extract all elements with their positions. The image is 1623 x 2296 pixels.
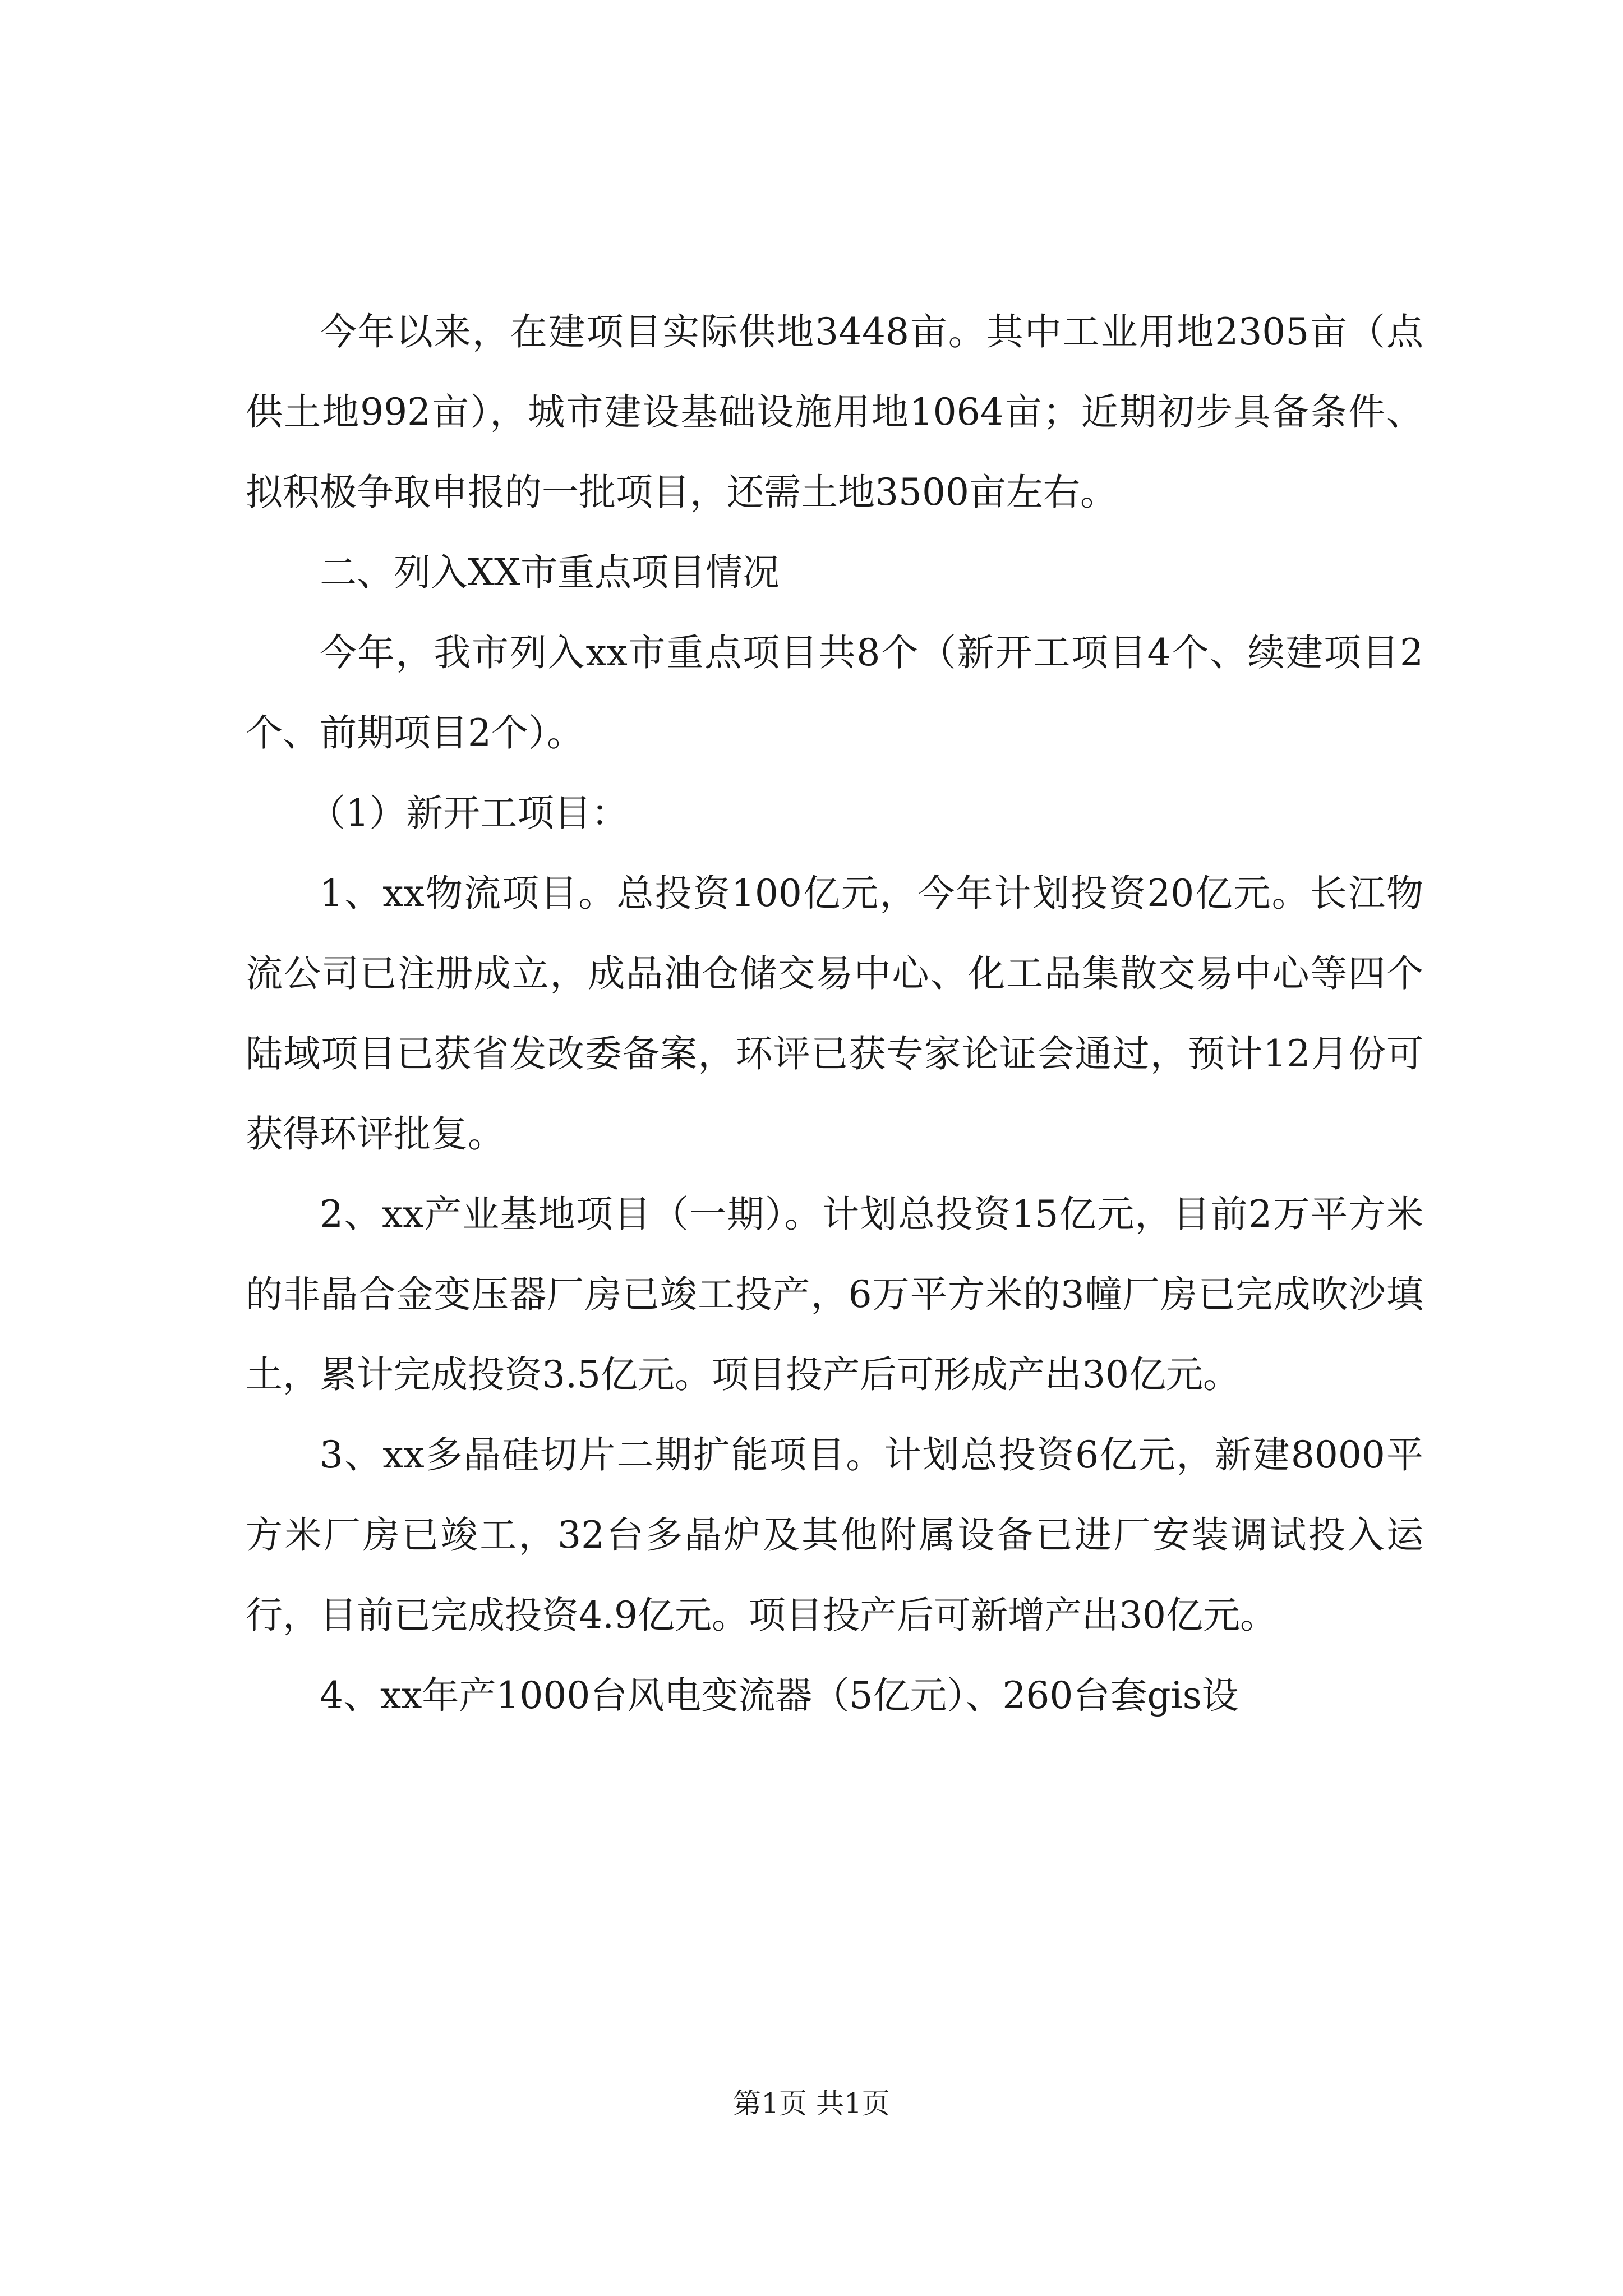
document-body <box>246 292 1423 1736</box>
paragraph-key-projects-summary: 今年，我市列入xx市重点项目共8个（新开工项目4个、续建项目2个、前期项目2个）。 <box>246 631 1423 754</box>
paragraph-project-1: 1、xx物流项目。总投资100亿元，今年计划投资20亿元。长江物流公司已注册成立，成品油仓储交易中心、化工品集散交易中心等四个陆域项目已获省发改委备案，环评已获专家论证会通过，预计12月份可获得环评批复。 <box>246 872 1423 1156</box>
section-heading-key-projects: 二、列入XX市重点项目情况 <box>320 551 780 594</box>
paragraph-project-2: 2、xx产业基地项目（一期）。计划总投资15亿元，目前2万平方米的非晶合金变压器厂房已竣工投产，6万平方米的3幢厂房已完成吹沙填土，累计完成投资3.5亿元。项目投产后可形成产出30亿元。 <box>246 1193 1423 1396</box>
paragraph-land-supply: 今年以来，在建项目实际供地3448亩。其中工业用地2305亩（点供土地992亩），城市建设基础设施用地1064亩；近期初步具备条件、拟积极争取申报的一批项目，还需土地3500亩左右。 <box>246 310 1423 514</box>
paragraph-project-4: 4、xx年产1000台风电变流器（5亿元）、260台套gis设 <box>320 1674 1239 1717</box>
subheading-new-projects: （1）新开工项目： <box>308 792 629 835</box>
paragraph-project-3: 3、xx多晶硅切片二期扩能项目。计划总投资6亿元，新建8000平方米厂房已竣工，32台多晶炉及其他附属设备已进厂安装调试投入运行，目前已完成投资4.9亿元。项目投产后可新增产出30亿元。 <box>246 1433 1423 1637</box>
page-footer: 第1页 共1页 <box>733 2087 890 2120</box>
